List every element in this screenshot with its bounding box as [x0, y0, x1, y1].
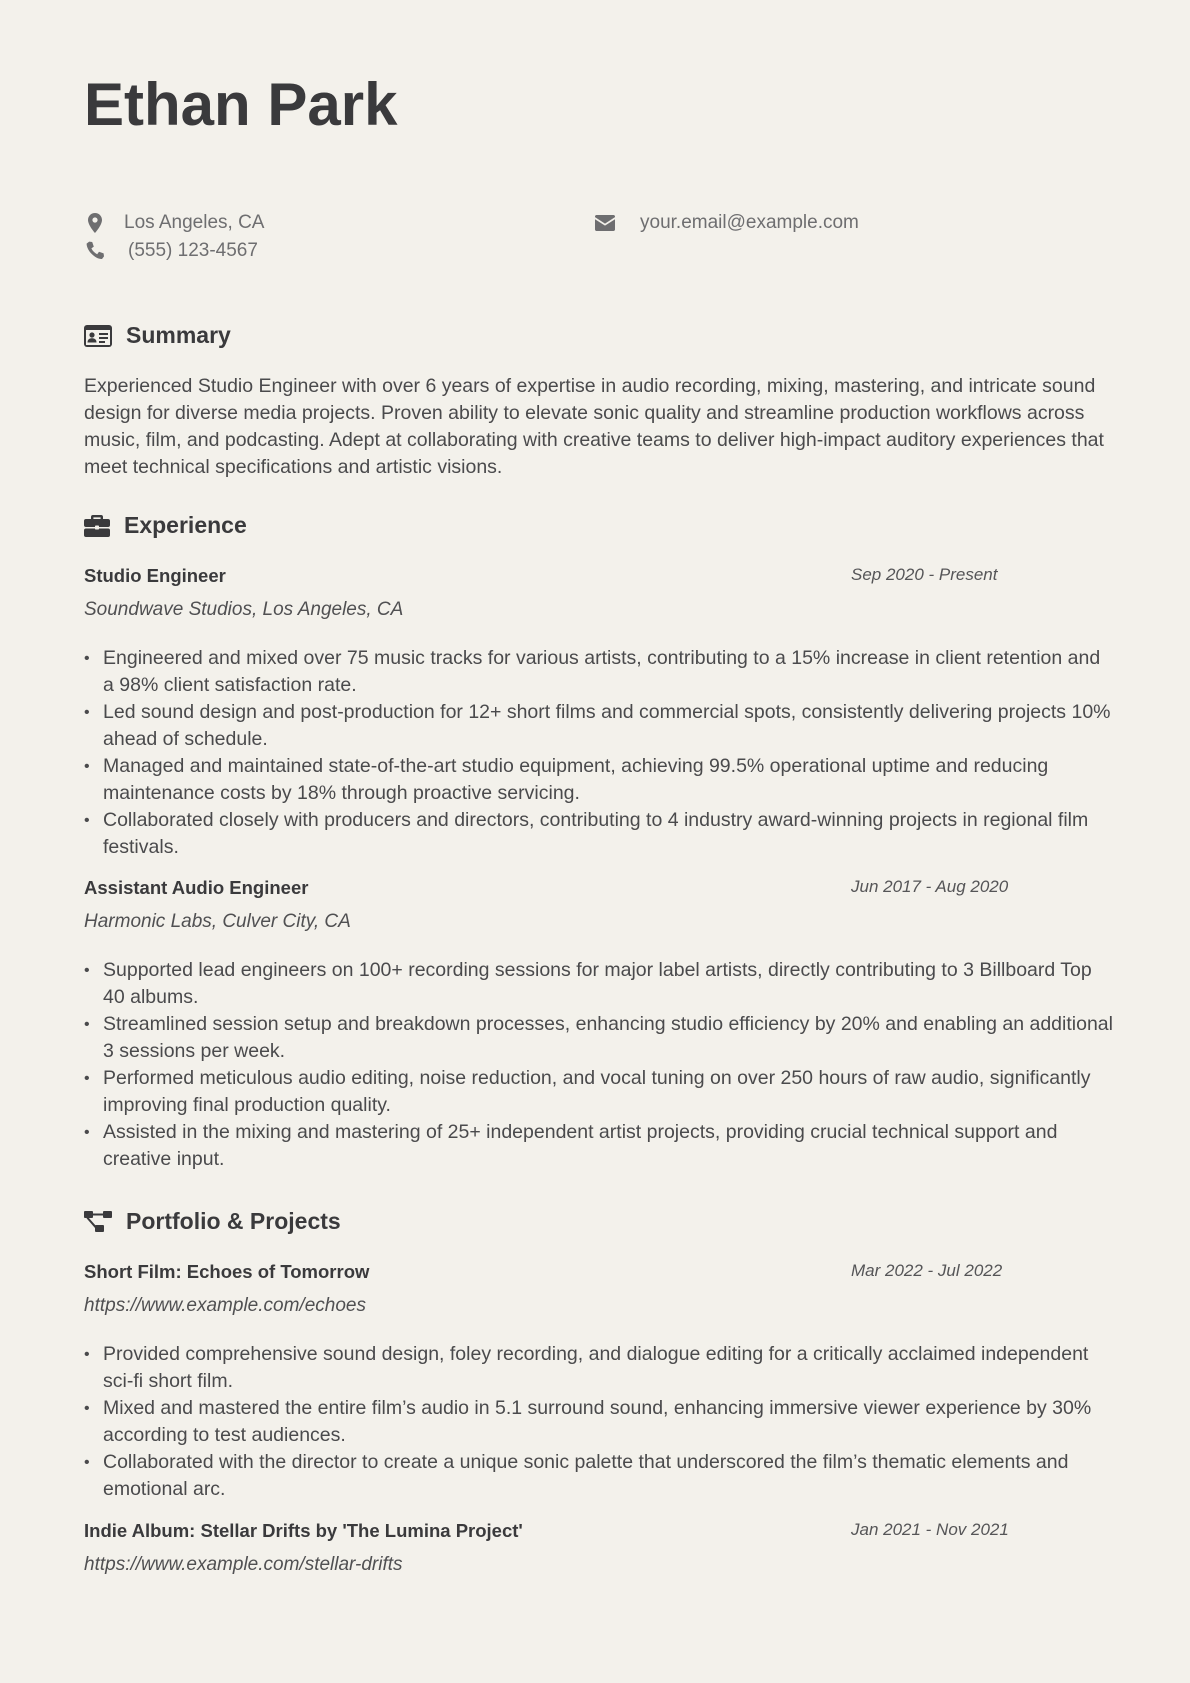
- experience-heading-text: Experience: [124, 512, 247, 538]
- project-dates: Jan 2021 - Nov 2021: [851, 1520, 1009, 1539]
- email-link[interactable]: your.email@example.com: [640, 212, 859, 233]
- bullet-item: • Assisted in the mixing and mastering of 25+ independent artist projects, providing crucial technical support and creative input.: [84, 1119, 1114, 1173]
- id-card-icon: [84, 325, 112, 347]
- project-title: Short Film: Echoes of Tomorrow: [84, 1261, 370, 1282]
- experience-heading: [84, 512, 247, 539]
- project-diagram-icon: [84, 1211, 112, 1233]
- bullet-item: • Collaborated with the director to create a unique sonic palette that underscored the film’s thematic elements and emotional arc.: [84, 1449, 1114, 1503]
- briefcase-icon: [84, 515, 112, 537]
- candidate-name: Ethan Park: [84, 71, 398, 138]
- map-marker-icon: [84, 212, 106, 234]
- job-dates: Sep 2020 - Present: [851, 565, 998, 584]
- job-bullets: [84, 645, 1114, 861]
- envelope-icon: [594, 212, 616, 234]
- contact-email: [594, 212, 859, 234]
- job-title: Assistant Audio Engineer: [84, 877, 309, 898]
- bullet-item: • Streamlined session setup and breakdown processes, enhancing studio efficiency by 20% and enabling an additional 3 sessions per week.: [84, 1011, 1114, 1065]
- summary-heading-text: Summary: [126, 322, 231, 348]
- location-text: Los Angeles, CA: [124, 212, 265, 233]
- contact-phone: [84, 240, 258, 262]
- bullet-item: • Led sound design and post-production for 12+ short films and commercial spots, consistently delivering projects 10% ahead of schedule.: [84, 699, 1114, 753]
- phone-icon: [84, 240, 106, 262]
- job-company: Soundwave Studios, Los Angeles, CA: [84, 599, 404, 620]
- bullet-item: • Performed meticulous audio editing, noise reduction, and vocal tuning on over 250 hours of raw audio, significantly improving final production quality.: [84, 1065, 1114, 1119]
- project-title: Indie Album: Stellar Drifts by 'The Lumina Project': [84, 1520, 523, 1541]
- project-url[interactable]: https://www.example.com/stellar-drifts: [84, 1554, 403, 1575]
- summary-text: Experienced Studio Engineer with over 6 years of expertise in audio recording, mixing, mastering, and intricate sound design for diverse media projects. Proven ability to elevate sonic quality and streamline production workflows across music, film, and podcasting. Adept at collaborating with creative teams to deliver high-impact auditory experiences that meet technical specifications and artistic visions.: [84, 375, 1104, 478]
- bullet-item: • Collaborated closely with producers and directors, contributing to 4 industry award-winning projects in regional film festivals.: [84, 807, 1114, 861]
- bullet-item: • Engineered and mixed over 75 music tracks for various artists, contributing to a 15% increase in client retention and a 98% client satisfaction rate.: [84, 645, 1114, 699]
- project-url[interactable]: https://www.example.com/echoes: [84, 1295, 366, 1316]
- projects-heading-text: Portfolio & Projects: [126, 1208, 341, 1234]
- project-dates: Mar 2022 - Jul 2022: [851, 1261, 1003, 1280]
- projects-heading: [84, 1208, 341, 1235]
- bullet-item: • Mixed and mastered the entire film’s audio in 5.1 surround sound, enhancing immersive viewer experience by 30% according to test audiences.: [84, 1395, 1114, 1449]
- contact-location: [84, 212, 264, 234]
- bullet-item: • Managed and maintained state-of-the-art studio equipment, achieving 99.5% operational uptime and reducing maintenance costs by 18% through proactive servicing.: [84, 753, 1114, 807]
- job-dates: Jun 2017 - Aug 2020: [851, 877, 1009, 896]
- job-bullets: [84, 957, 1114, 1173]
- job-title: Studio Engineer: [84, 565, 226, 586]
- bullet-item: • Provided comprehensive sound design, foley recording, and dialogue editing for a critically acclaimed independent sci-fi short film.: [84, 1341, 1114, 1395]
- phone-text: (555) 123-4567: [128, 240, 258, 261]
- project-bullets: [84, 1341, 1114, 1503]
- job-company: Harmonic Labs, Culver City, CA: [84, 911, 351, 932]
- summary-heading: [84, 322, 231, 349]
- bullet-item: • Supported lead engineers on 100+ recording sessions for major label artists, directly contributing to 3 Billboard Top 40 albums.: [84, 957, 1114, 1011]
